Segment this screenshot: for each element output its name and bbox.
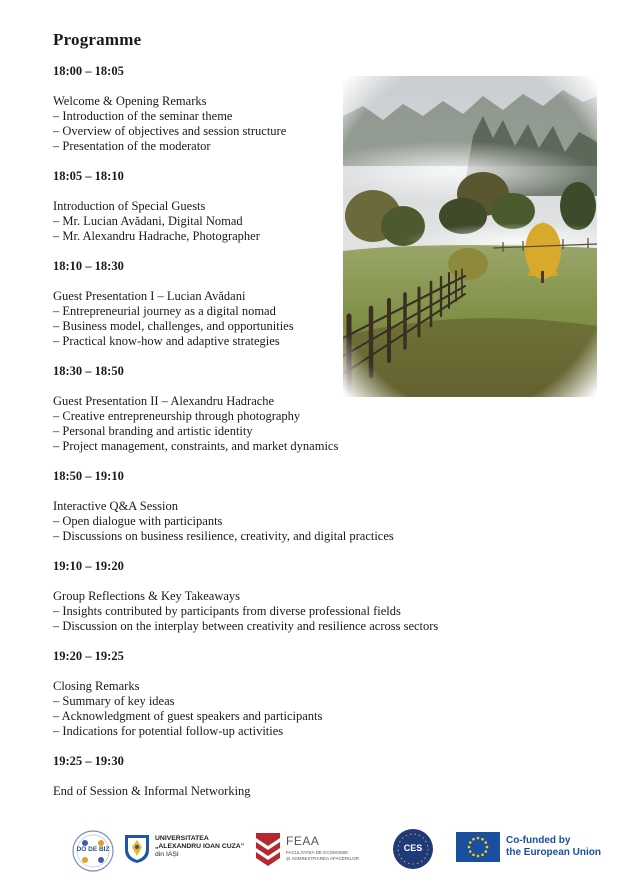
session-item: – Personal branding and artistic identity [53,424,253,438]
block-time: 18:30 – 18:50 [53,364,124,378]
eu-line-1: Co-funded by [506,835,571,846]
session-item: – Mr. Alexandru Hadrache, Photographer [53,229,260,243]
block-time: 18:05 – 18:10 [53,169,124,183]
block-time: 19:25 – 19:30 [53,754,124,768]
session-item: – Insights contributed by participants from diverse professional fields [53,604,401,618]
uaic-line-2: „ALEXANDRU IOAN CUZA” [155,843,245,850]
dodebiz-text: DO DE BIZ [76,846,110,853]
ces-text: CES [403,843,423,853]
session-item: – Indications for potential follow-up activities [53,724,284,738]
page-title: Programme [53,30,142,49]
session-item: – Acknowledgment of guest speakers and participants [53,709,323,723]
session-item: – Practical know-how and adaptive strategies [53,334,280,348]
session-item: – Creative entrepreneurship through photography [53,409,301,423]
programme-block [53,469,593,544]
landscape-photo [343,76,597,397]
session-item: – Open dialogue with participants [53,514,223,528]
session-item: – Presentation of the moderator [53,139,211,153]
block-time: 19:10 – 19:20 [53,559,124,573]
eu-line-2: the European Union [506,847,601,858]
feaa-logo [255,832,375,868]
block-time: 18:50 – 19:10 [53,469,124,483]
block-time: 19:20 – 19:25 [53,649,124,663]
dodebiz-logo [72,830,114,872]
feaa-line-2: ȘI ADMINISTRAREA AFACERILOR [286,856,360,861]
programme-block [53,649,593,739]
session-title: Interactive Q&A Session [53,499,178,513]
session-title: Group Reflections & Key Takeaways [53,589,241,603]
session-item: – Discussions on business resilience, creativity, and digital practices [53,529,394,543]
session-item: – Mr. Lucian Avădani, Digital Nomad [53,214,243,228]
session-title: Introduction of Special Guests [53,199,206,213]
session-item: – Introduction of the seminar theme [53,109,233,123]
session-item: – Overview of objectives and session structure [53,124,287,138]
uaic-logo [124,834,245,866]
session-item: – Summary of key ideas [53,694,175,708]
feaa-line-1: FACULTATEA DE ECONOMIE [286,850,349,855]
uaic-name [155,835,244,859]
eu-text [506,835,601,859]
eu-flag-icon [456,832,500,862]
feaa-chevron-icon [255,832,281,866]
uaic-crest-icon [124,834,150,864]
ces-logo [392,828,434,870]
feaa-subtitle [286,850,359,862]
feaa-title: FEAA [286,834,320,848]
session-title: Guest Presentation II – Alexandru Hadrache [53,394,275,408]
session-title: Closing Remarks [53,679,140,693]
programme-block [53,559,593,634]
block-time: 18:00 – 18:05 [53,64,124,78]
programme-block [53,754,593,799]
footer-logos [0,820,624,880]
session-item: – Discussion on the interplay between creativity and resilience across sectors [53,619,439,633]
session-title: Guest Presentation I – Lucian Avădani [53,289,246,303]
session-item: – Entrepreneurial journey as a digital nomad [53,304,276,318]
eu-logo [456,832,616,864]
block-time: 18:10 – 18:30 [53,259,124,273]
session-item: – Business model, challenges, and opportunities [53,319,294,333]
session-item: – Project management, constraints, and market dynamics [53,439,339,453]
uaic-line-3: din IAȘI [155,851,179,858]
session-title: Welcome & Opening Remarks [53,94,207,108]
session-title: End of Session & Informal Networking [53,784,251,798]
uaic-line-1: UNIVERSITATEA [155,835,209,842]
